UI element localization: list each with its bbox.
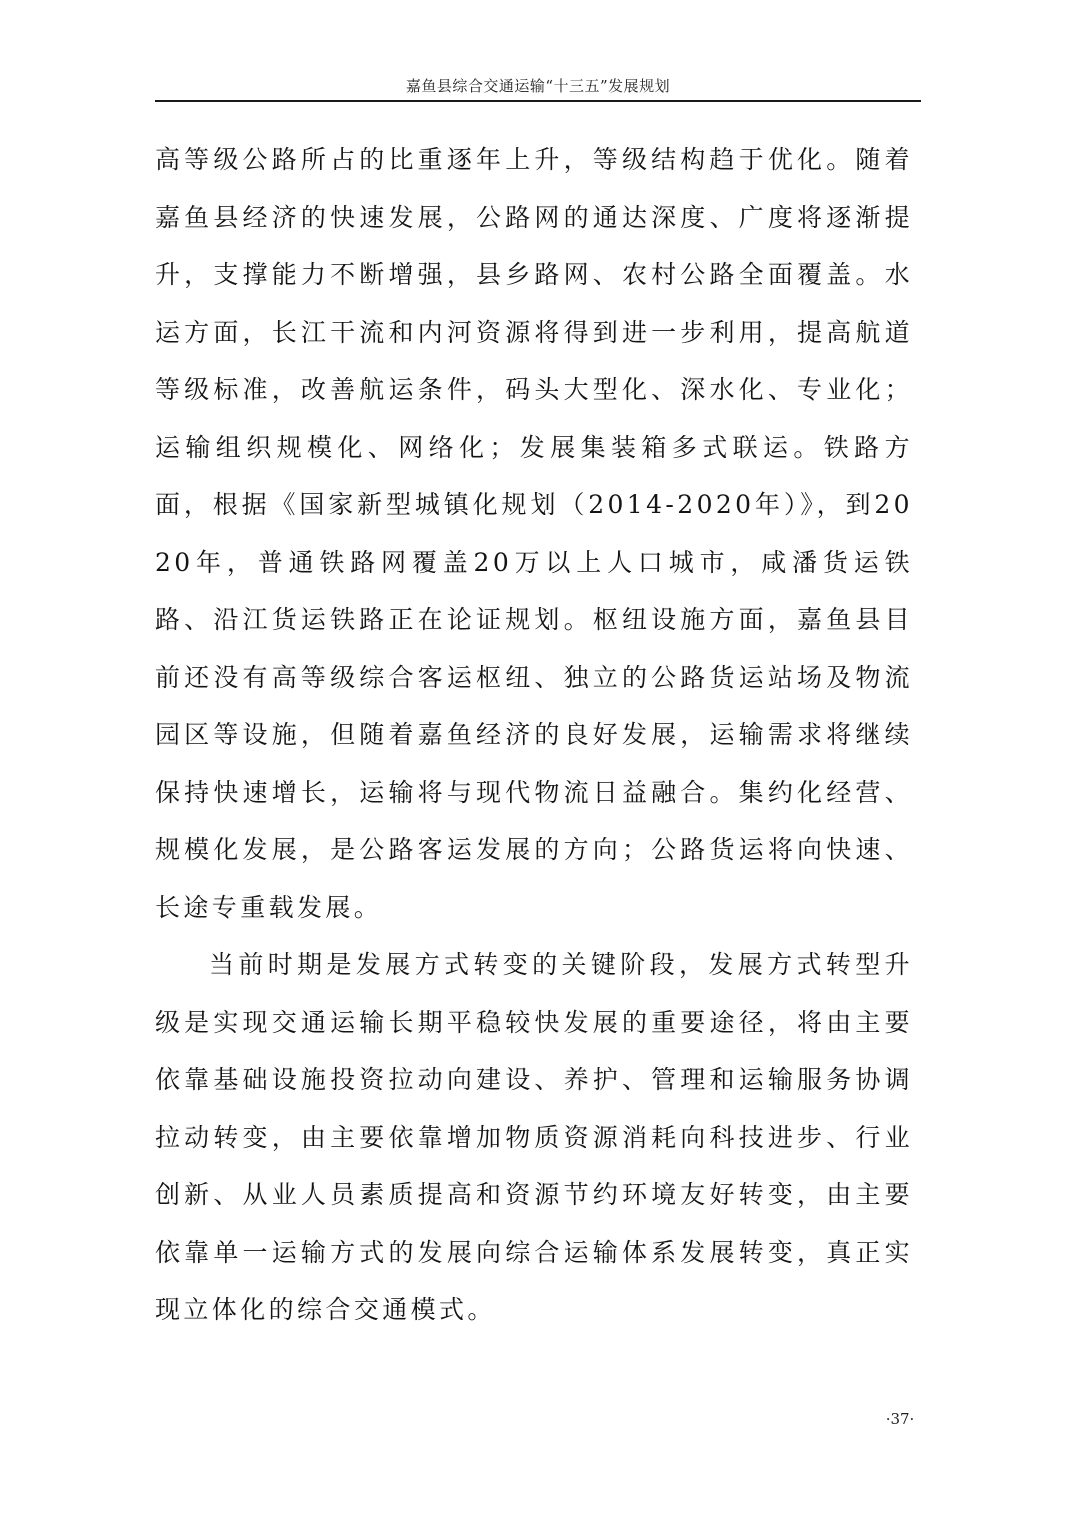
running-header-title: 嘉鱼县综合交通运输“十三五”发展规划 (405, 77, 671, 95)
paragraph-continuation: 高等级公路所占的比重逐年上升，等级结构趋于优化。随着嘉鱼县经济的快速发展，公路网的通达深度、广度将逐渐提升，支撑能力不断增强，县乡路网、农村公路全面覆盖。水运方面，长江干流和内河资源将得到进一步利用，提高航道等级标准，改善航运条件，码头大型化、深水化、专业化；运输组织规模化、网络化；发展集装箱多式联运。铁路方面，根据《国家新型城镇化规划（2014-2020年）》，到2020年，普通铁路网覆盖20万以上人口城市，咸潘货运铁路、沿江货运铁路正在论证规划。枢纽设施方面，嘉鱼县目前还没有高等级综合客运枢纽、独立的公路货运站场及物流园区等设施，但随着嘉鱼经济的良好发展，运输需求将继续保持快速增长，运输将与现代物流日益融合。集约化经营、规模化发展，是公路客运发展的方向；公路货运将向快速、长途专重载发展。 (155, 145, 913, 922)
body-text (155, 131, 913, 1339)
page-number: ·37· (885, 1410, 915, 1428)
header-divider (155, 100, 921, 102)
paragraph-development-mode: 当前时期是发展方式转变的关键阶段，发展方式转型升级是实现交通运输长期平稳较快发展的重要途径，将由主要依靠基础设施投资拉动向建设、养护、管理和运输服务协调拉动转变，由主要依靠增加物质资源消耗向科技进步、行业创新、从业人员素质提高和资源节约环境友好转变，由主要依靠单一运输方式的发展向综合运输体系发展转变，真正实现立体化的综合交通模式。 (155, 950, 913, 1324)
